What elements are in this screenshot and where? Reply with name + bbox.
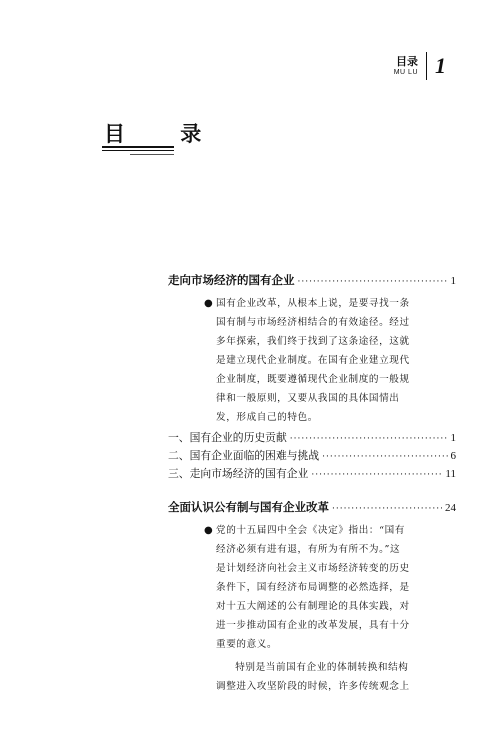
header-title: 目录 <box>396 54 418 68</box>
summary-line: 特别是当前国有企业的体制转换和结构 <box>235 662 409 673</box>
dot-leader <box>298 277 448 287</box>
summary-line: 是计划经济向社会主义市场经济转变的历史 <box>216 563 410 574</box>
bullet-icon: ● <box>204 298 213 309</box>
toc-sub-entry[interactable] <box>168 466 456 481</box>
summary-text <box>216 521 440 696</box>
sub-title: 二、国有企业面临的困难与挑战 <box>168 449 320 462</box>
page-number: 1 <box>435 53 446 78</box>
running-header <box>394 52 446 80</box>
summary-line: 经济必须有进有退，有所为有所不为。”这 <box>216 544 401 555</box>
summary-line: 党的十五届四中全会《决定》指出：“国有 <box>216 525 405 536</box>
dot-leader <box>322 452 447 462</box>
summary-line: 多年探索，我们终于找到了这条途径，这就 <box>216 336 410 347</box>
title-underline <box>102 146 174 148</box>
title-underline-thin <box>102 150 174 151</box>
toc-entry[interactable] <box>168 499 456 515</box>
summary-line: 发，形成自己的特色。 <box>216 412 318 423</box>
section-page: 1 <box>450 275 456 287</box>
table-of-contents <box>168 272 456 696</box>
toc-entry[interactable] <box>168 272 456 288</box>
summary-text <box>216 294 440 427</box>
title-underline-short <box>130 154 174 155</box>
summary-line: 是建立现代企业制度。在国有企业建立现代 <box>216 355 410 366</box>
dot-leader <box>332 504 442 514</box>
summary-line: 进一步推动国有企业的改革发展，具有十分 <box>216 620 410 631</box>
sub-title: 三、走向市场经济的国有企业 <box>168 467 309 480</box>
section-title: 走向市场经济的国有企业 <box>168 273 295 287</box>
header-text <box>394 56 418 77</box>
sub-title: 一、国有企业的历史贡献 <box>168 431 287 444</box>
toc-section-2 <box>168 499 456 696</box>
summary-line: 重要的意义。 <box>216 639 278 650</box>
toc-sub-entry[interactable] <box>168 448 456 463</box>
section-page: 24 <box>445 502 456 514</box>
bullet-icon: ● <box>204 525 213 536</box>
header-divider <box>426 52 427 80</box>
toc-section-1 <box>168 272 456 481</box>
summary-line: 调整进入攻坚阶段的时候，许多传统观念上 <box>216 681 410 692</box>
summary-line: 条件下，国有经济布局调整的必然选择，是 <box>216 582 410 593</box>
summary-line: 国有企业改革，从根本上说，是要寻找一条 <box>216 298 410 309</box>
summary-line: 企业制度，既要遵循现代企业制度的一般规 <box>216 374 410 385</box>
sub-page: 1 <box>450 432 456 444</box>
header-pinyin: MU LU <box>393 68 418 76</box>
dot-leader <box>290 434 448 444</box>
sub-page: 11 <box>445 468 456 480</box>
page-title: 目 录 <box>104 122 226 146</box>
summary-line: 律和一般原则，又要从我国的具体国情出 <box>216 393 400 404</box>
section-summary <box>168 521 456 696</box>
sub-page: 6 <box>450 450 456 462</box>
toc-sub-entry[interactable] <box>168 430 456 445</box>
section-title: 全面认识公有制与国有企业改革 <box>168 500 329 514</box>
summary-line: 对十五大阐述的公有制理论的具体实践，对 <box>216 601 410 612</box>
dot-leader <box>311 470 442 480</box>
section-summary <box>168 294 456 427</box>
summary-line: 国有制与市场经济相结合的有效途径。经过 <box>216 317 410 328</box>
